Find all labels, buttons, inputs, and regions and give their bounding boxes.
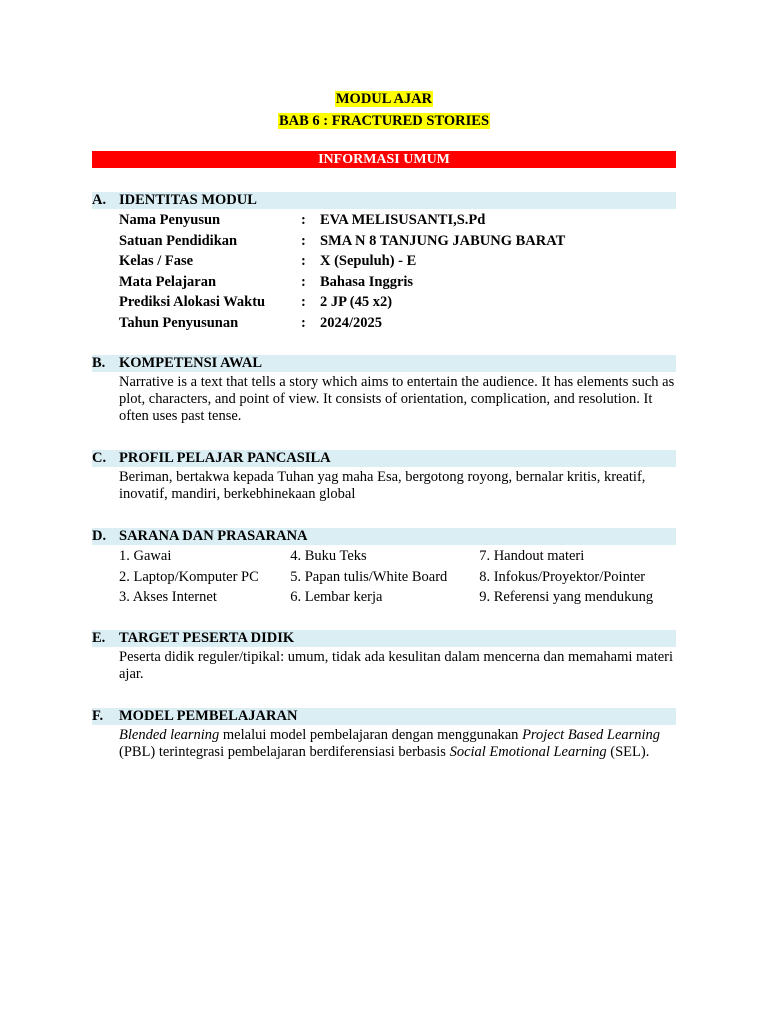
sarana-item: 7. Handout materi bbox=[479, 548, 585, 564]
section-header bbox=[92, 450, 676, 467]
section-header bbox=[92, 528, 676, 545]
section-title: SARANA DAN PRASARANA bbox=[119, 528, 308, 544]
section-identitas-modul bbox=[92, 192, 676, 333]
identitas-label: Kelas / Fase bbox=[119, 253, 194, 269]
section-target-peserta bbox=[92, 630, 676, 683]
identitas-label: Tahun Penyusunan bbox=[119, 314, 239, 331]
section-title: IDENTITAS MODUL bbox=[119, 192, 257, 208]
sarana-grid bbox=[119, 546, 676, 608]
section-header bbox=[92, 355, 676, 372]
model-text-part: (PBL) terintegrasi pembelajaran berdiferensiasi berbasis bbox=[119, 744, 450, 760]
section-title: KOMPETENSI AWAL bbox=[119, 355, 263, 371]
document-subtitle: BAB 6 : FRACTURED STORIES bbox=[278, 113, 490, 129]
identitas-colon: : bbox=[301, 253, 306, 269]
sarana-item: 1. Gawai bbox=[119, 548, 172, 564]
sarana-item: 3. Akses Internet bbox=[119, 589, 217, 605]
model-term-pbl: Project Based Learning bbox=[522, 727, 661, 743]
identitas-label: Nama Penyusun bbox=[119, 212, 221, 228]
section-header bbox=[92, 630, 676, 647]
model-text-part: melalui model pembelajaran dengan menggunakan bbox=[219, 727, 523, 743]
section-title: PROFIL PELAJAR PANCASILA bbox=[119, 450, 331, 466]
section-body bbox=[92, 546, 676, 608]
identitas-value: EVA MELISUSANTI,S.Pd bbox=[320, 212, 486, 228]
section-profil-pelajar bbox=[92, 450, 676, 503]
section-body bbox=[92, 649, 676, 683]
identitas-colon: : bbox=[301, 294, 306, 310]
sarana-column bbox=[479, 546, 676, 608]
identitas-colon: : bbox=[301, 232, 306, 249]
identitas-value: 2024/2025 bbox=[320, 314, 383, 331]
sarana-item: 2. Laptop/Komputer PC bbox=[119, 568, 259, 585]
identitas-list bbox=[92, 210, 676, 333]
kompetensi-text: Narrative is a text that tells a story which aims to entertain the audience. It has elements such as plot, characters, and point of view. It consists of orientation, complication, and resolution. It often uses past tense. bbox=[119, 374, 675, 424]
section-header bbox=[92, 708, 676, 725]
target-text: Peserta didik reguler/tipikal: umum, tidak ada kesulitan dalam mencerna dan memahami materi ajar. bbox=[119, 649, 674, 682]
sarana-column bbox=[119, 546, 290, 608]
identitas-row bbox=[119, 272, 676, 293]
section-kompetensi-awal bbox=[92, 355, 676, 425]
info-umum-bar: INFORMASI UMUM bbox=[92, 151, 676, 168]
model-text bbox=[119, 727, 676, 761]
title-block bbox=[0, 88, 768, 132]
identitas-colon: : bbox=[301, 212, 306, 228]
section-letter: A. bbox=[92, 192, 107, 208]
identitas-row bbox=[119, 210, 676, 231]
identitas-label: Satuan Pendidikan bbox=[119, 232, 238, 249]
sarana-item: 6. Lembar kerja bbox=[290, 589, 383, 605]
document-title: MODUL AJAR bbox=[335, 91, 433, 107]
section-header bbox=[92, 192, 676, 209]
identitas-row bbox=[119, 251, 676, 272]
section-sarana-prasarana bbox=[92, 528, 676, 608]
sarana-column bbox=[290, 546, 479, 608]
model-text-part: (SEL). bbox=[606, 744, 650, 760]
section-body bbox=[92, 374, 676, 425]
identitas-label: Prediksi Alokasi Waktu bbox=[119, 294, 266, 310]
identitas-row bbox=[119, 231, 676, 252]
section-letter: F. bbox=[92, 708, 104, 724]
section-letter: D. bbox=[92, 528, 107, 544]
identitas-value: X (Sepuluh) - E bbox=[320, 253, 417, 269]
identitas-colon: : bbox=[301, 273, 306, 290]
identitas-value: SMA N 8 TANJUNG JABUNG BARAT bbox=[320, 232, 566, 249]
identitas-colon: : bbox=[301, 314, 306, 331]
section-letter: C. bbox=[92, 450, 107, 466]
sarana-item: 9. Referensi yang mendukung bbox=[479, 589, 654, 605]
sarana-item: 8. Infokus/Proyektor/Pointer bbox=[479, 568, 646, 585]
identitas-row bbox=[119, 313, 676, 334]
section-body bbox=[92, 469, 676, 503]
model-term-sel: Social Emotional Learning bbox=[449, 744, 607, 760]
section-title: MODEL PEMBELAJARAN bbox=[119, 708, 298, 724]
sarana-item: 4. Buku Teks bbox=[290, 548, 367, 564]
section-model-pembelajaran bbox=[92, 708, 676, 761]
identitas-label: Mata Pelajaran bbox=[119, 273, 217, 290]
model-term-blended: Blended learning bbox=[119, 727, 220, 743]
section-title: TARGET PESERTA DIDIK bbox=[119, 630, 295, 646]
identitas-row bbox=[119, 292, 676, 313]
identitas-value: Bahasa Inggris bbox=[320, 273, 414, 290]
section-letter: B. bbox=[92, 355, 106, 371]
identitas-value: 2 JP (45 x2) bbox=[320, 294, 393, 310]
sarana-item: 5. Papan tulis/White Board bbox=[290, 568, 448, 585]
profil-text: Beriman, bertakwa kepada Tuhan yag maha Esa, bergotong royong, bernalar kritis, kreatif, inovatif, mandiri, berkebhinekaan global bbox=[119, 469, 646, 502]
section-body bbox=[92, 727, 676, 761]
section-letter: E. bbox=[92, 630, 106, 646]
